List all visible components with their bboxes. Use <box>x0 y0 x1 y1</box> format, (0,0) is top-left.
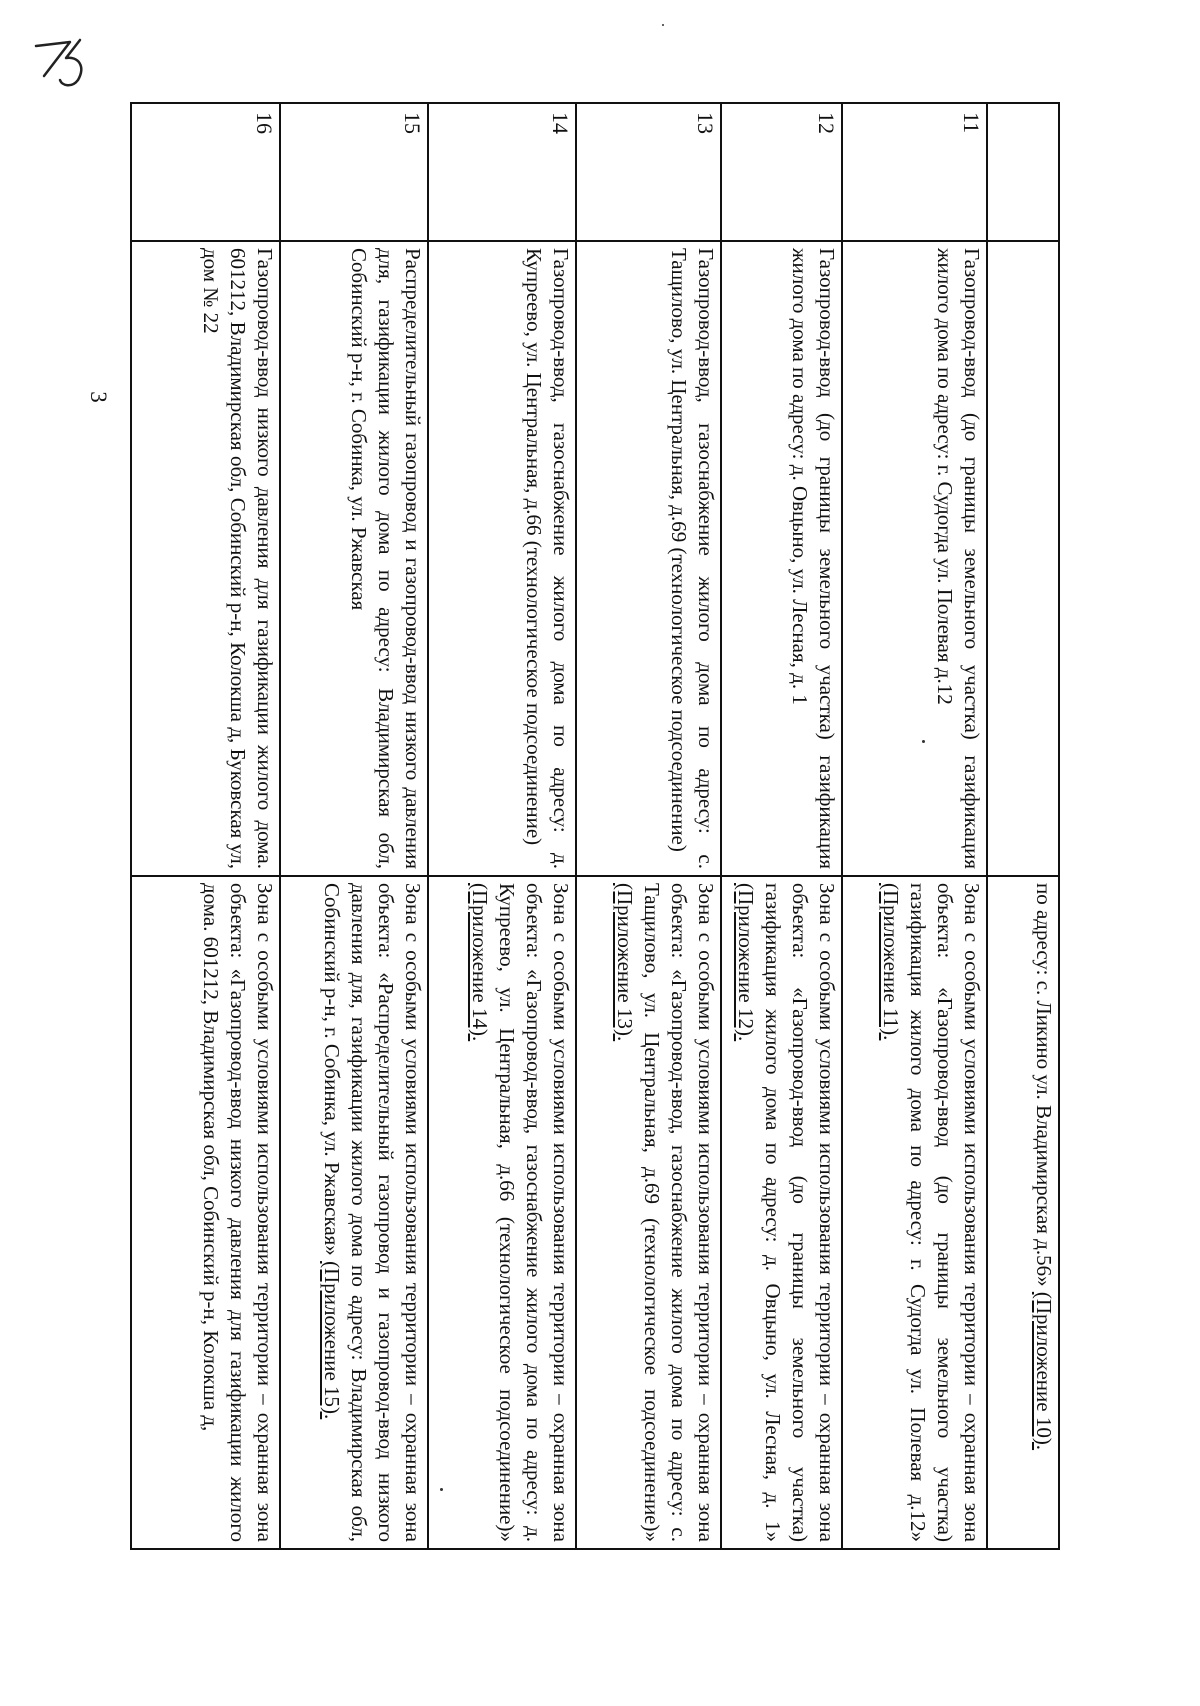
table-row <box>576 103 721 1549</box>
appendix-reference: (Приложение 14). <box>468 883 492 1042</box>
zone-cell: Зона с особыми условиями использования территории – охранная зона объекта: «Распределительный газопровод и газопровод-ввод низкого давления для, газификации жилого дома по адресу: Владимирская обл, Собинский р-н, г. Собинка, ул. Ржавская» (Приложение 15). <box>280 876 428 1549</box>
scan-speck <box>662 24 664 26</box>
handwritten-page-mark <box>22 36 92 100</box>
appendix-reference: (Приложение 12). <box>734 883 758 1042</box>
object-cell: Газопровод-ввод (до границы земельного участка) газификация жилого дома по адресу: г. Судогда ул. Полевая д.12 <box>842 241 987 876</box>
table-row <box>428 103 576 1549</box>
object-cell: Газопровод-ввод низкого давления для газификации жилого дома. 601212, Владимирская обл, Собинский р-н, Колокша д, Буковская ул, дом № 22 <box>131 241 280 876</box>
row-number: 11 <box>842 103 987 241</box>
object-cell: Распределительный газопровод и газопровод-ввод низкого давления для, газификации жилого дома по адресу: Владимирская обл, Собинский р-н, г. Собинка, ул. Ржавская <box>280 241 428 876</box>
row-number: 16 <box>131 103 280 241</box>
zone-cell: Зона с особыми условиями использования территории – охранная зона объекта: «Газопровод-ввод, газоснабжение жилого дома по адресу: д. Купреево, ул. Центральная, д.66 (технологическое подсоединение)» (Приложение 14). <box>428 876 576 1549</box>
object-cell: Газопровод-ввод, газоснабжение жилого дома по адресу: с. Тащилово, ул. Центральная, д.69 (технологическое подсоединение) <box>576 241 721 876</box>
table-row <box>721 103 842 1549</box>
table-row <box>987 103 1059 1549</box>
zone-cell: Зона с особыми условиями использования территории – охранная зона объекта: «Газопровод-ввод (до границы земельного участка) газификация жилого дома по адресу: д. Овцыно, ул. Лесная, д. 1» (Приложение 12). <box>721 876 842 1549</box>
appendix-reference: (Приложение 11). <box>879 883 903 1041</box>
row-number: 13 <box>576 103 721 241</box>
page-number: 3 <box>86 391 111 403</box>
zone-cell: по адресу: с. Ликино ул. Владимирская д.56» (Приложение 10). <box>987 876 1059 1549</box>
zone-cell: Зона с особыми условиями использования территории – охранная зона объекта: «Газопровод-ввод, газоснабжение жилого дома по адресу: с. Тащилово, ул. Центральная, д.69 (технологическое подсоединение)» (Приложение 13). <box>576 876 721 1549</box>
zones-table <box>130 102 1060 1550</box>
table-row <box>131 103 280 1549</box>
appendix-reference: (Приложение 15). <box>320 1261 344 1420</box>
table-row <box>280 103 428 1549</box>
object-cell: Газопровод-ввод, газоснабжение жилого дома по адресу: д. Купреево, ул. Центральная, д.66 (технологическое подсоединение) <box>428 241 576 876</box>
appendix-reference: (Приложение 10). <box>1032 1291 1056 1451</box>
zone-cell: Зона с особыми условиями использования территории – охранная зона объекта: «Газопровод-ввод низкого давления для газификации жилого дома. 601212, Владимирская обл, Собинский р-н, Колокша д, <box>131 876 280 1549</box>
object-cell <box>987 241 1059 876</box>
scan-speck <box>440 1488 443 1491</box>
object-cell: Газопровод-ввод (до границы земельного участка) газификация жилого дома по адресу: д. Овцыно, ул. Лесная, д. 1 <box>721 241 842 876</box>
rotated-table-container <box>130 102 1060 1548</box>
zone-cell: Зона с особыми условиями использования территории – охранная зона объекта: «Газопровод-ввод (до границы земельного участка) газификация жилого дома по адресу: г. Судогда ул. Полевая д.12» (Приложение 11). <box>842 876 987 1549</box>
scan-speck <box>922 740 925 743</box>
row-number: 12 <box>721 103 842 241</box>
table-row <box>842 103 987 1549</box>
row-number <box>987 103 1059 241</box>
row-number: 14 <box>428 103 576 241</box>
row-number: 15 <box>280 103 428 241</box>
appendix-reference: (Приложение 13). <box>613 883 637 1042</box>
